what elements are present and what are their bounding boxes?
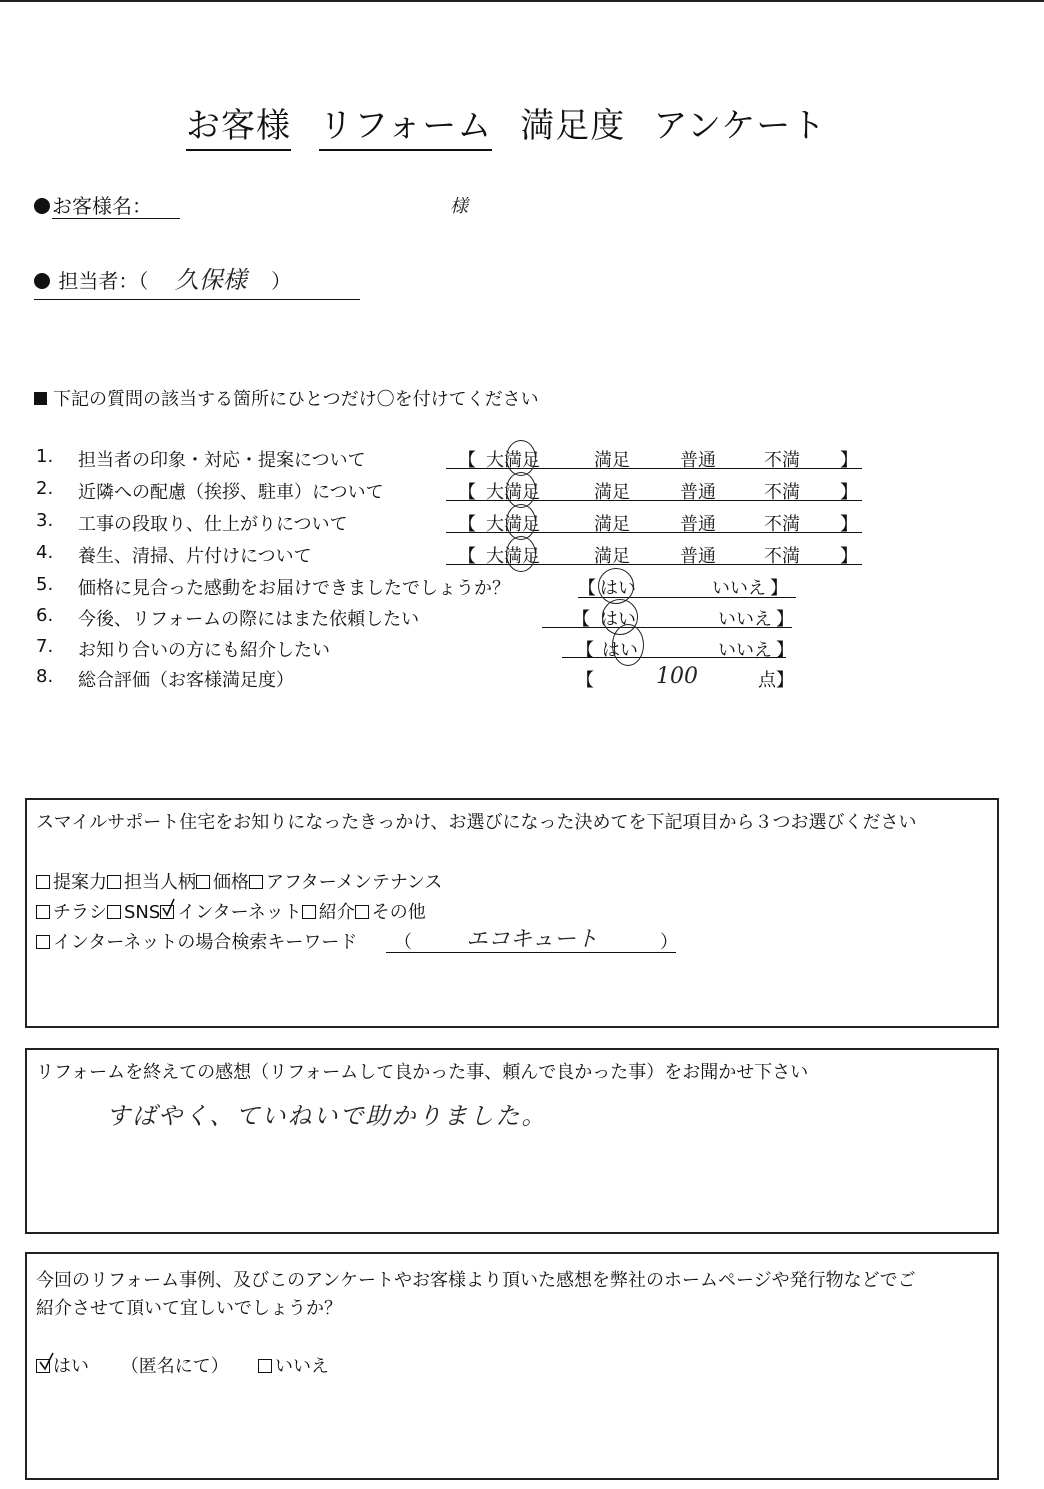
keyword-underline <box>386 952 676 953</box>
reason-option-その他[interactable] <box>355 902 426 923</box>
reason-option-チラシ[interactable] <box>36 902 107 923</box>
reason-option-label: 価格 <box>213 872 249 893</box>
customer-name-suffix: 様 <box>450 196 468 217</box>
answer-3-selected-circle <box>506 504 536 540</box>
reason-option-SNS[interactable] <box>107 902 160 923</box>
permission-no-option[interactable]: いいえ <box>258 1352 329 1378</box>
answer-2-selected-circle <box>506 472 536 508</box>
reason-prompt: スマイルサポート住宅をお知りになったきっかけ、お選びになった決めてを下記項目から３つお選びください <box>36 812 917 833</box>
answer-7-yes: はい <box>602 640 638 661</box>
impression-prompt: リフォームを終えての感想（リフォームして良かった事、頼んで良かった事）をお聞かせ下さい <box>36 1062 809 1083</box>
answer-2-opt2[interactable]: 満足 <box>594 482 630 503</box>
answer-3-close: 】 <box>840 514 858 535</box>
title-part-survey: アンケート <box>653 106 827 146</box>
score-open: 【 <box>576 670 594 691</box>
title-part-customer: お客様 <box>186 98 291 151</box>
checkbox[interactable] <box>355 905 369 919</box>
answer-4-opt2[interactable]: 満足 <box>594 546 630 567</box>
answer-7-no: いいえ <box>718 640 772 661</box>
answer-1-opt3[interactable]: 普通 <box>680 450 716 471</box>
customer-name-label: お客様名： <box>52 194 180 219</box>
answer-1-opt4[interactable]: 不満 <box>764 450 800 471</box>
reason-options-row-2 <box>36 898 426 924</box>
answer-5-no: いいえ <box>712 578 766 599</box>
answer-6-no: いいえ <box>718 609 772 630</box>
reason-option-label: 提案力 <box>53 872 107 893</box>
answer-7-close: 】 <box>776 640 794 661</box>
staff-row <box>34 260 360 300</box>
answer-6-close: 】 <box>776 609 794 630</box>
answer-1-open: 【 <box>458 450 476 471</box>
reason-option-label: SNS <box>124 902 161 923</box>
top-border-line <box>0 0 1044 2</box>
answer-3-opt1[interactable]: 大満足 <box>486 514 540 535</box>
staff-close-paren: ） <box>271 269 292 293</box>
title-part-satisfaction: 満足度 <box>520 106 626 146</box>
score-unit: 点】 <box>758 670 794 691</box>
reason-option-価格[interactable] <box>196 872 249 893</box>
staff-name-handwritten: 久保様 <box>174 266 247 294</box>
checkbox[interactable] <box>249 875 263 889</box>
keyword-close-paren: ） <box>660 932 678 953</box>
answer-5-open: 【 <box>578 578 596 599</box>
page-title <box>186 98 854 151</box>
answer-4-opt4[interactable]: 不満 <box>764 546 800 567</box>
checkbox[interactable] <box>302 905 316 919</box>
answer-6-underline <box>542 627 792 628</box>
reason-option-担当人柄[interactable] <box>107 872 196 893</box>
reason-option-label: 紹介 <box>318 902 355 923</box>
question-3: 3. 工事の段取り、仕上がりについて <box>36 510 348 535</box>
checkbox[interactable] <box>107 905 121 919</box>
reason-option-label: インターネット <box>177 902 302 923</box>
answer-5-yes: はい <box>600 578 636 599</box>
customer-name-row <box>34 190 180 219</box>
answer-4-opt3[interactable]: 普通 <box>680 546 716 567</box>
question-6: 6. 今後、リフォームの際にはまた依頼したい <box>36 605 420 630</box>
reason-option-label: チラシ <box>53 902 107 923</box>
permission-yes-option[interactable]: はい （匿名にて） <box>36 1352 229 1378</box>
answer-3-opt3[interactable]: 普通 <box>680 514 716 535</box>
answer-5-close: 】 <box>770 578 788 599</box>
answer-4-open: 【 <box>458 546 476 567</box>
question-5: 5. 価格に見合った感動をお届けできましたでしょうか？ <box>36 574 510 599</box>
question-4: 4. 養生、清掃、片付けについて <box>36 542 312 567</box>
answer-4-opt1[interactable]: 大満足 <box>486 546 540 567</box>
keyword-value: エコキュート <box>466 927 599 952</box>
reason-option-紹介[interactable] <box>302 902 355 923</box>
answer-3-open: 【 <box>458 514 476 535</box>
answer-1-close: 】 <box>840 450 858 471</box>
answer-1-selected-circle <box>506 440 536 476</box>
answer-2-opt3[interactable]: 普通 <box>680 482 716 503</box>
answer-2-open: 【 <box>458 482 476 503</box>
answer-6-open: 【 <box>572 609 590 630</box>
bullet-icon <box>34 273 50 289</box>
keyword-row <box>36 928 357 954</box>
question-7: 7. お知り合いの方にも紹介したい <box>36 636 330 661</box>
reason-option-提案力[interactable] <box>36 872 107 893</box>
answer-7-selected-circle <box>612 624 644 666</box>
permission-prompt-line-1: 今回のリフォーム事例、及びこのアンケートやお客様より頂いた感想を弊社のホームページや発行物などでご <box>36 1270 916 1291</box>
instruction-text: 下記の質問の該当する箇所にひとつだけ〇を付けてください <box>34 385 539 411</box>
checkbox[interactable] <box>36 875 50 889</box>
reason-option-インターネット[interactable] <box>160 902 301 923</box>
reason-options-row-1 <box>36 868 442 894</box>
answer-4-close: 】 <box>840 546 858 567</box>
score-value: 100 <box>656 664 698 689</box>
answer-7-underline <box>562 657 786 658</box>
staff-label: 担当者：（ <box>58 269 149 293</box>
reason-option-label: 担当人柄 <box>124 872 196 893</box>
question-2: 2. 近隣への配慮（挨拶、駐車）について <box>36 478 384 503</box>
bullet-icon <box>34 198 50 214</box>
checkbox[interactable] <box>36 935 50 949</box>
title-part-reform: リフォーム <box>319 98 492 151</box>
checkbox[interactable] <box>107 875 121 889</box>
checkbox-checked[interactable] <box>160 905 174 919</box>
question-8: 8. 総合評価（お客様満足度） <box>36 666 294 691</box>
reason-option-label: アフターメンテナンス <box>266 872 443 893</box>
answer-2-close: 】 <box>840 482 858 503</box>
keyword-label: インターネットの場合検索キーワード <box>53 932 358 953</box>
answer-6-yes: はい <box>600 609 636 630</box>
checkbox[interactable] <box>258 1359 272 1373</box>
answer-3-opt4[interactable]: 不満 <box>764 514 800 535</box>
permission-prompt-line-2: 紹介させて頂いて宜しいでしょうか？ <box>36 1298 342 1319</box>
reason-option-アフターメンテナンス[interactable] <box>249 872 442 893</box>
checkbox[interactable] <box>196 875 210 889</box>
question-1: 1. 担当者の印象・対応・提案について <box>36 446 366 471</box>
answer-2-opt1[interactable]: 大満足 <box>486 482 540 503</box>
reason-option-label: その他 <box>371 902 426 923</box>
checkbox-checked[interactable] <box>36 1359 50 1373</box>
keyword-open-paren: （ <box>394 932 412 953</box>
impression-answer: すばやく、ていねいで助かりました。 <box>106 1102 548 1130</box>
answer-1-opt1[interactable]: 大満足 <box>486 450 540 471</box>
answer-4-selected-circle <box>506 536 536 572</box>
answer-2-opt4[interactable]: 不満 <box>764 482 800 503</box>
answer-7-open: 【 <box>576 640 594 661</box>
square-bullet-icon <box>34 392 47 405</box>
answer-1-opt2[interactable]: 満足 <box>594 450 630 471</box>
checkbox[interactable] <box>36 905 50 919</box>
answer-3-opt2[interactable]: 満足 <box>594 514 630 535</box>
